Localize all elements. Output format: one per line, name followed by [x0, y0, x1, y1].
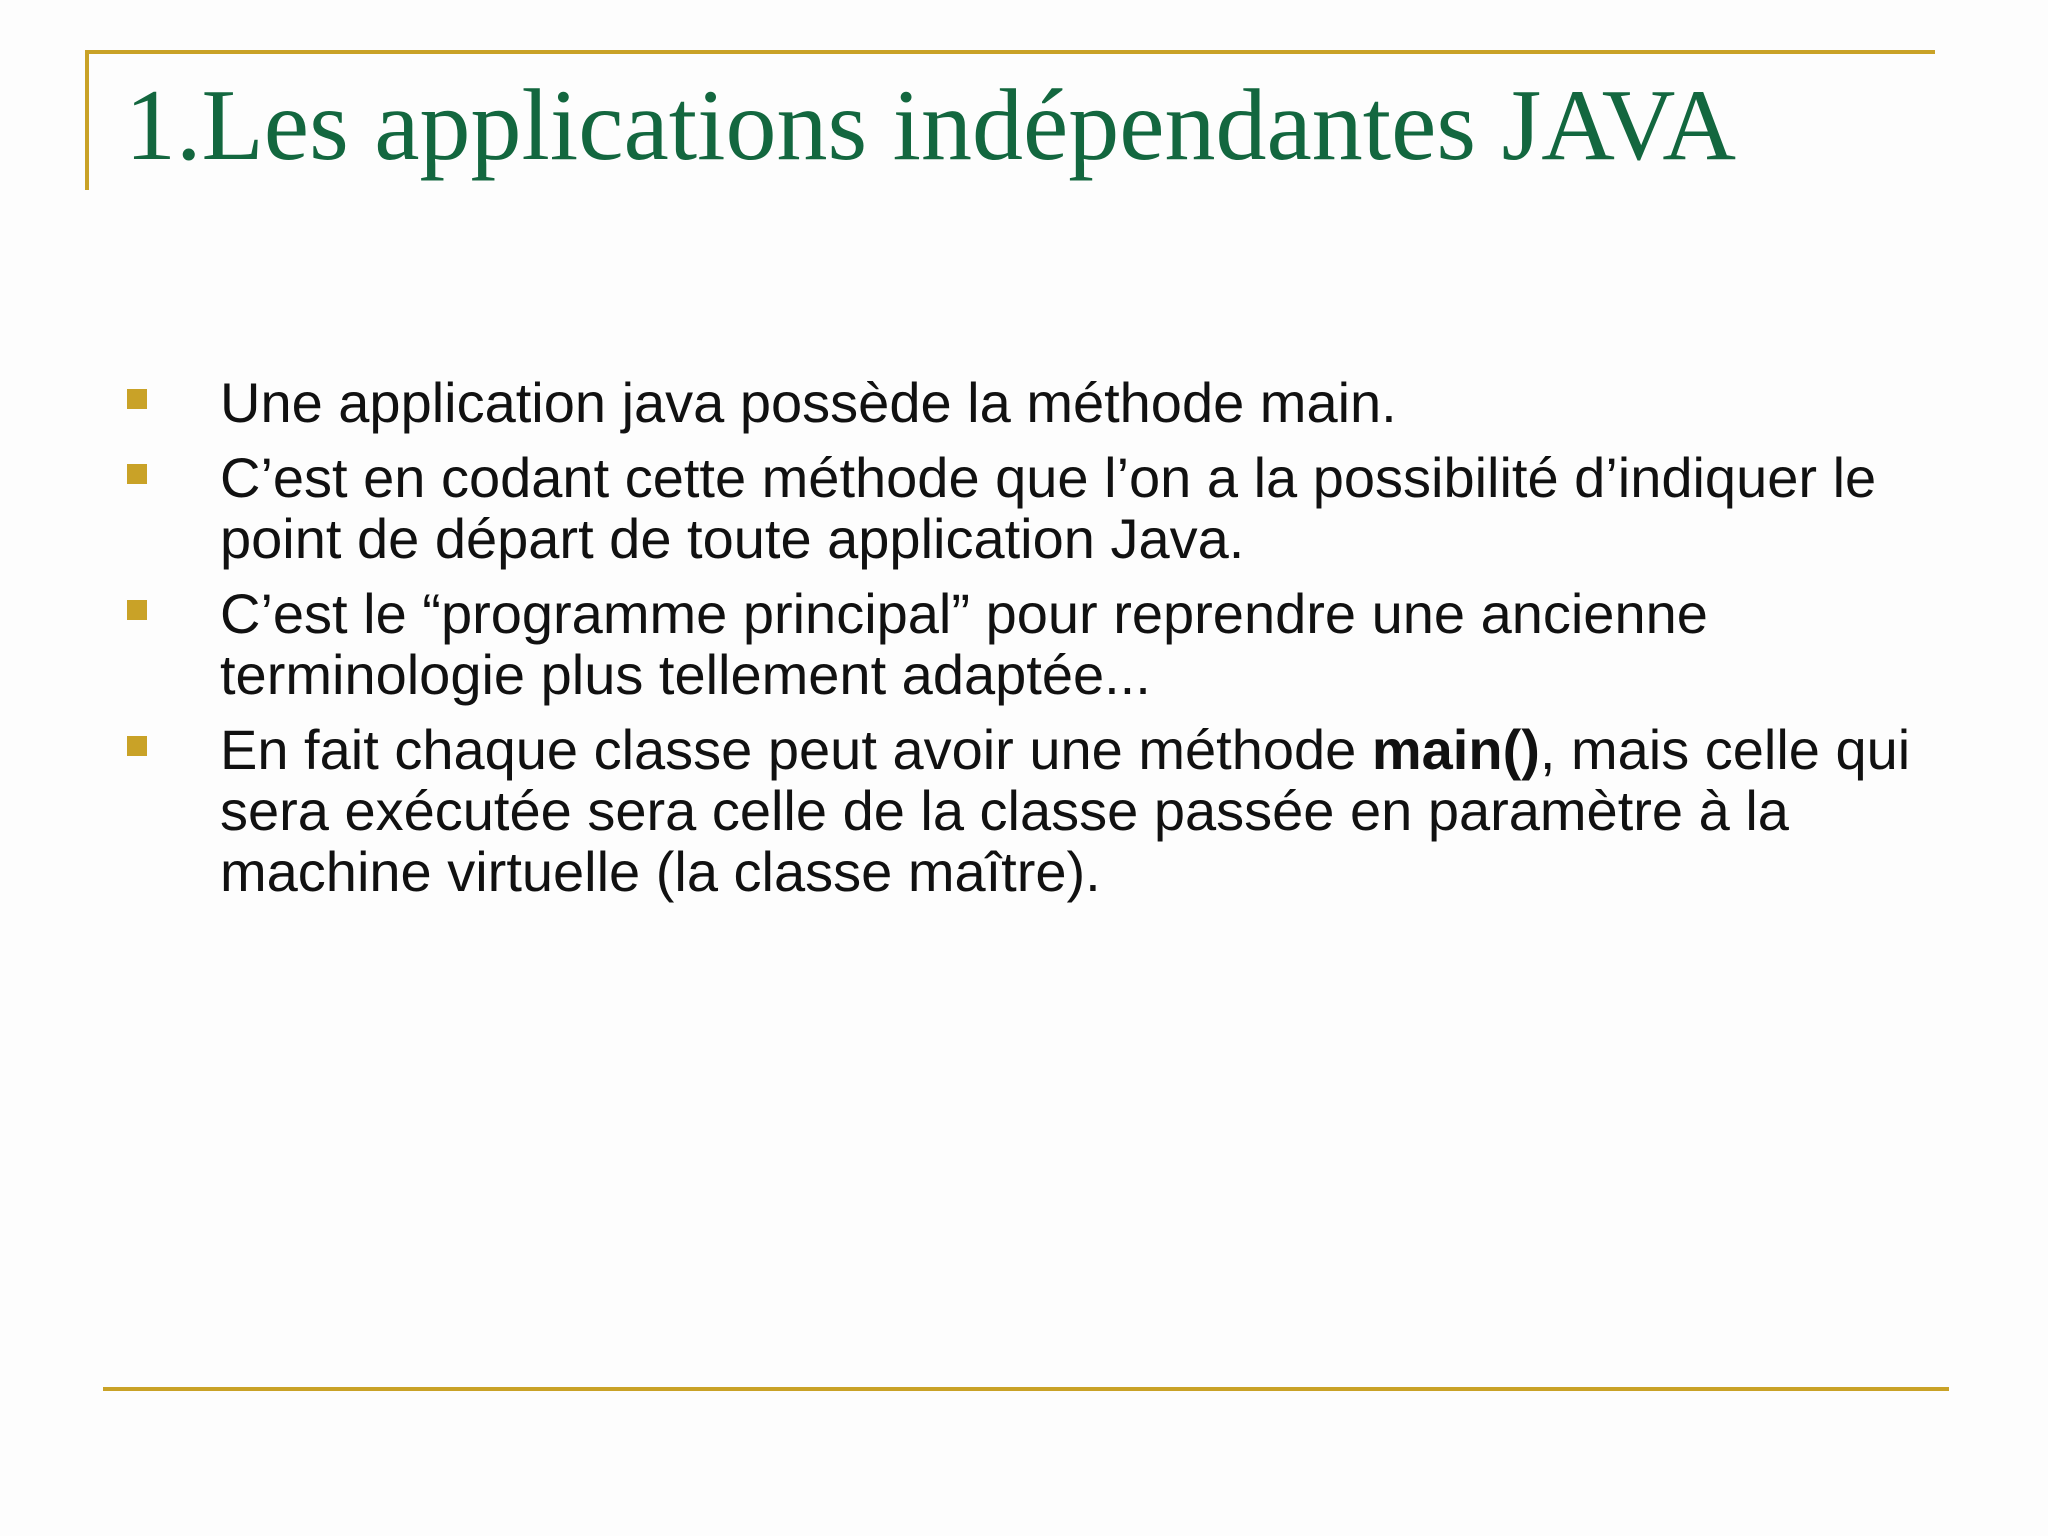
bullet-text: C’est en codant cette méthode que l’on a la possibilité d’indiquer le point de départ de toute application Java. [220, 446, 1877, 570]
bullet-text: Une application java possède la méthode main. [220, 371, 1397, 434]
bullet-text-before: En fait chaque classe peut avoir une méthode [220, 718, 1372, 781]
bullet-text: C’est le “programme principal” pour reprendre une ancienne terminologie plus tellement adaptée... [220, 582, 1708, 706]
bullet-item [120, 447, 1950, 569]
bullet-text-after: , mais celle qui sera exécutée sera celle de la classe passée en paramètre à la machine virtuelle (la classe maître). [220, 718, 1911, 903]
square-bullet-icon [127, 464, 147, 484]
square-bullet-icon [127, 736, 147, 756]
bullet-item [120, 719, 1950, 902]
slide-title: 1.Les applications indépendantes JAVA [125, 69, 1736, 182]
bullet-list [120, 372, 1950, 916]
title-frame-top-border [85, 50, 1935, 54]
title-frame-left-border [85, 50, 89, 190]
square-bullet-icon [127, 600, 147, 620]
bullet-item [120, 583, 1950, 705]
square-bullet-icon [127, 389, 147, 409]
bottom-divider [103, 1387, 1949, 1391]
bullet-item [120, 372, 1950, 433]
main-method-bold: main() [1371, 718, 1540, 781]
